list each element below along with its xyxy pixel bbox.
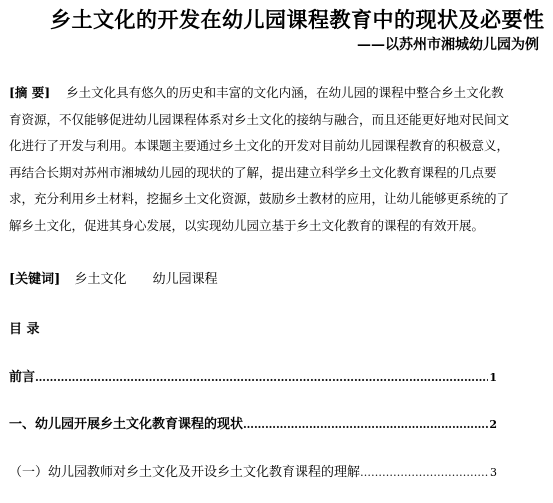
abstract-line: 育资源，不仅能够促进幼儿园课程体系对乡土文化的接纳与融合，而且还能更好地对民间文	[9, 111, 510, 127]
toc-entry-label: （一）幼儿园教师对乡土文化及开设乡土文化教育课程的理解	[9, 465, 361, 480]
abstract-text: 乡土文化具有悠久的历史和丰富的文化内涵，在幼儿园的课程中整合乡土文化教	[66, 85, 504, 100]
toc-leader-dots	[35, 371, 488, 384]
abstract-label: [摘 要]	[9, 85, 51, 100]
toc-page-number: 2	[489, 418, 497, 431]
keyword-item: 乡土文化	[74, 272, 127, 287]
toc-entry[interactable]	[9, 366, 497, 385]
toc-entry[interactable]	[9, 461, 497, 480]
keywords-label: [关键词]	[9, 272, 61, 287]
abstract-line: 再结合长期对苏州市湘城幼儿园的现状的了解，提出建立科学乡土文化教育课程的几点要	[9, 164, 497, 180]
abstract-line	[9, 80, 553, 107]
document-title: 乡土文化的开发在幼儿园课程教育中的现状及必要性	[50, 7, 545, 32]
abstract-line: 化进行了开发与利用。本课题主要通过乡土文化的开发对目前幼儿园课程教育的积极意义，	[9, 138, 510, 154]
toc-entry-label: 一、幼儿园开展乡土文化教育课程的现状	[9, 417, 244, 432]
abstract-section	[9, 80, 553, 240]
toc-entry-label: 前言	[9, 370, 36, 385]
abstract-line: 解乡土文化，促进其身心发展，以实现幼儿园立基于乡土文化教育的课程的有效开展。	[9, 217, 485, 233]
document-subtitle: ——以苏州市湘城幼儿园为例	[357, 37, 539, 53]
toc-page-number: 1	[489, 371, 497, 384]
toc-entry[interactable]	[9, 413, 497, 432]
toc-leader-dots	[360, 466, 489, 479]
keywords-section	[9, 268, 240, 287]
keyword-item: 幼儿园课程	[152, 272, 218, 287]
abstract-line: 求，充分利用乡土材料，挖掘乡土文化资源，鼓励乡土教材的应用，让幼儿能够更系统的了	[9, 191, 510, 207]
toc-heading: 目 录	[9, 322, 40, 337]
toc-leader-dots	[243, 418, 488, 431]
toc-page-number: 3	[490, 466, 497, 479]
